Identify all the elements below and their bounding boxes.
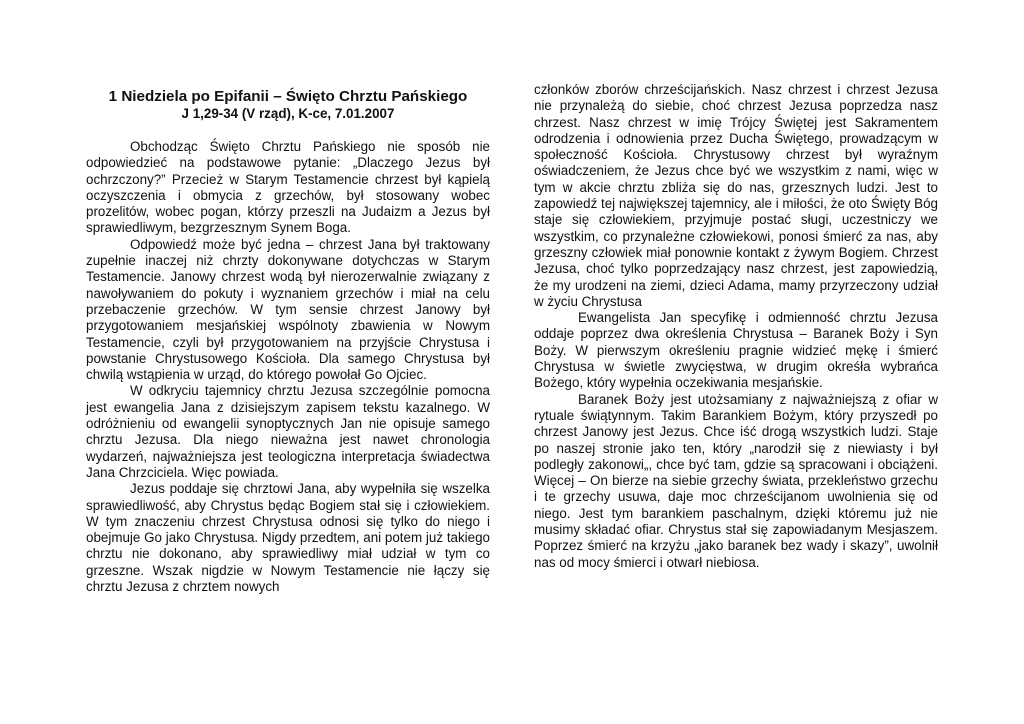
- paragraph: członków zborów chrześcijańskich. Nasz chrzest i chrzest Jezusa nie przynależą do siebie, choć chrzest Jezusa poprzedza nasz chrzest. Nasz chrzest w imię Trójcy Świętej jest Sakramentem odrodzenia i odnowienia przez Ducha Świętego, prowadzącym w społeczność Kościoła. Chrystusowy chrzest był wyraźnym oświadczeniem, że Jezus chce być we wszystkim z nami, więc w tym w akcie chrztu zbliża się do nas, grzesznych ludzi. Jest to zapowiedź tej największej tajemnicy, ale i miłości, że oto Święty Bóg staje się człowiekiem, przyjmuje postać sługi, uczestniczy we wszystkim, co przynależne człowiekowi, ponosi śmierć za nas, aby grzeszny człowiek miał ponownie kontakt z żywym Bogiem. Chrzest Jezusa, choć tylko poprzedzający nasz chrzest, jest zapowiedzią, że my urodzeni na ziemi, dzieci Adama, mamy przyrzeczony udział w życiu Chrystusa: [534, 82, 938, 309]
- paragraph: Odpowiedź może być jedna – chrzest Jana był traktowany zupełnie inaczej niż chrzty dokonywane dotychczas w Starym Testamencie. Janowy chrzest wodą był nierozerwalnie związany z nawoływaniem do pokuty i wyznaniem grzechów i miał na celu przebaczenie grzechów. W tym sensie chrzest Janowy był przygotowaniem mesjańskiej wspólnoty zbawienia w Nowym Testamencie, czyli był przygotowaniem na przyjście Chrystusa i powstanie Chrystusowego Kościoła. Dla samego Chrystusa był chwilą wstąpienia w urząd, do którego powołał Go Ojciec.: [86, 236, 490, 383]
- paragraph: W odkryciu tajemnicy chrztu Jezusa szczególnie pomocna jest ewangelia Jana z dzisiejszym zapisem tekstu kazalnego. W odróżnieniu od ewangelii synoptycznych Jan nie opisuje samego chrztu Jezusa. Dla niego nieważna jest nawet chronologia wydarzeń, najważniejsza jest teologiczna interpretacja świadectwa Jana Chrzciciela. Więc powiada.: [86, 383, 490, 480]
- paragraph: Obchodząc Święto Chrztu Pańskiego nie sposób nie odpowiedzieć na podstawowe pytanie: „Dlaczego Jezus był ochrzczony?” Przecież w Starym Testamencie chrzest był kąpielą oczyszczenia i obmycia z grzechów, był stosowany wobec prozelitów, wobec pogan, którzy przeszli na Judaizm a Jezus był sprawiedliwym, bezgrzesznym Synem Boga.: [86, 139, 490, 236]
- sermon-reference: J 1,29-34 (V rząd), K-ce, 7.01.2007: [181, 106, 395, 121]
- paragraph: Ewangelista Jan specyfikę i odmienność chrztu Jezusa oddaje poprzez dwa określenia Chrystusa – Baranek Boży i Syn Boży. W pierwszym określeniu pragnie widzieć mękę i śmierć Chrystusa w świetle zwycięstwa, w drugim okreśła wybrańca Bożego, który wypełnia oczekiwania mesjańskie.: [534, 310, 938, 391]
- paragraph: Baranek Boży jest utożsamiany z najważniejszą z ofiar w rytuale świątynnym. Takim Barankiem Bożym, który przyszedł po chrzest Janowy jest Jezus. Chce iść drogą wszystkich ludzi. Staje po naszej stronie jako ten, który „narodził się z niewiasty i był podległy zakonowi„, chce być tam, gdzie są spracowani i obciążeni. Więcej – On bierze na siebie grzechy świata, przekleństwo grzechu i te grzechy usuwa, daje moc chrześcijanom uwolnienia się od niego. Jest tym barankiem paschalnym, dzięki któremu już nie musimy składać ofiar. Chrystus stał się zapowiadanym Mesjaszem. Poprzez śmierć na krzyżu „jako baranek bez wady i skazy”, uwolnił nas od mocy śmierci i otwarł niebiosa.: [534, 391, 938, 570]
- sermon-title: 1 Niedziela po Epifanii – Święto Chrztu Pańskiego: [108, 88, 468, 105]
- left-column: [86, 88, 490, 595]
- paragraph: Jezus poddaje się chrztowi Jana, aby wypełniła się wszelka sprawiedliwość, aby Chrystus będąc Bogiem stał się i człowiekiem. W tym znaczeniu chrzest Chrystusa odnosi się tylko do niego i obejmuje Go jako Chrystusa. Nigdy przedtem, ani potem już takiego chrztu nie dokonano, aby sprawiedliwy miał udział w tym co grzeszne. Wszak nigdzie w Nowym Testamencie nie łączy się chrztu Jezusa z chrztem nowych: [86, 481, 490, 595]
- right-column: [534, 82, 938, 571]
